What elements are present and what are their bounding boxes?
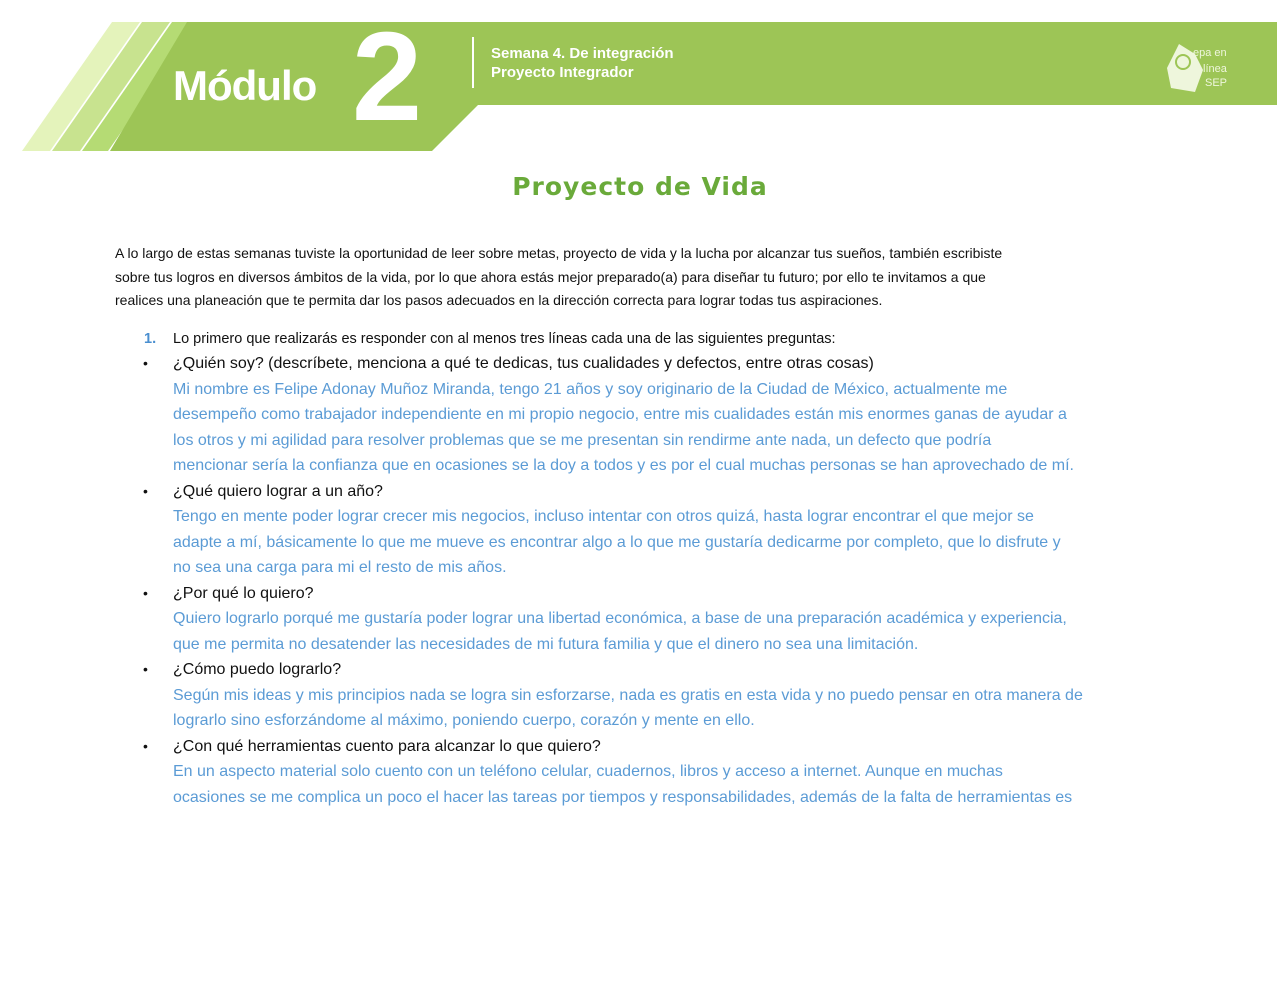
question-list xyxy=(143,327,1083,810)
answer-text xyxy=(173,377,1083,479)
answer-text xyxy=(173,683,1083,734)
intro-line: sobre tus logros en diversos ámbitos de la vida, por lo que ahora estás mejor preparado(a) para diseñar tu futuro; por ello te invitamos a que xyxy=(115,268,986,285)
answer-text xyxy=(173,606,1083,657)
question-item xyxy=(143,351,1083,377)
answer-line: En un aspecto material solo cuento con un teléfono celular, cuadernos, libros y acceso a internet. Aunque en muchas xyxy=(173,763,1003,780)
answer-line: Mi nombre es Felipe Adonay Muñoz Miranda, tengo 21 años y soy originario de la Ciudad de México, actualmente me xyxy=(173,380,1008,398)
answer-line: adapte a mí, básicamente lo que me mueve es encontrar algo a lo que me gustaría dedicarme por completo, que lo disfrute y xyxy=(173,533,1061,551)
prepa-en-linea-logo xyxy=(1165,40,1230,95)
question-text: ¿Cómo puedo lograrlo? xyxy=(173,661,342,678)
question-item xyxy=(143,581,1083,607)
instruction-text: Lo primero que realizarás es responder con al menos tres líneas cada una de las siguientes preguntas: xyxy=(173,331,836,347)
bullet-icon: • xyxy=(143,737,148,754)
svg-text:epa en: epa en xyxy=(1193,47,1227,59)
answer-line: lograrlo sino esforzándome al máximo, poniendo cuerpo, corazón y mente en ello. xyxy=(173,712,755,729)
intro-line: A lo largo de estas semanas tuviste la oportunidad de leer sobre metas, proyecto de vida y la lucha por alcanzar tus sueños, también escribiste xyxy=(115,245,1003,261)
svg-text:SEP: SEP xyxy=(1205,77,1228,89)
list-number: 1. xyxy=(144,331,157,347)
question-text: ¿Quién soy? (descríbete, menciona a qué te dedicas, tus cualidades y defectos, entre otras cosas) xyxy=(173,355,874,372)
answer-line: los otros y mi agilidad para resolver problemas que se me presentan sin rendirme ante nada, un defecto que podría xyxy=(173,431,992,449)
intro-line: realices una planeación que te permita dar los pasos adecuados en la dirección correcta para lograr todas tus aspiraciones. xyxy=(115,292,883,308)
answer-line: Quiero lograrlo porqué me gustaría poder lograr una libertad económica, a base de una preparación académica y experiencia, xyxy=(173,610,1067,627)
answer-line: que me permita no desatender las necesidades de mi futura familia y que el dinero no sea una limitación. xyxy=(173,635,919,653)
answer-line: mencionar sería la confianza que en ocasiones se la doy a todos y es por el cual muchas personas se han aprovechado de mí. xyxy=(173,457,1074,474)
bullet-icon: • xyxy=(143,661,148,677)
answer-line: Según mis ideas y mis principios nada se logra sin esforzarse, nada es gratis en esta vida y no puedo pensar en otra manera de xyxy=(173,686,1083,704)
header-subtitle xyxy=(491,44,674,82)
bullet-icon: • xyxy=(143,355,148,371)
answer-line: Tengo en mente poder lograr crecer mis negocios, incluso intentar con otros quizá, hasta lograr encontrar el que mejor se xyxy=(173,508,1034,525)
instruction-item xyxy=(144,327,1083,351)
project-label: Proyecto Integrador xyxy=(491,64,634,81)
answer-text xyxy=(173,759,1083,810)
module-label: Módulo xyxy=(173,62,317,109)
answer-line: ocasiones se me complica un poco el hacer las tareas por tiempos y responsabilidades, además de la falta de herramientas es xyxy=(173,788,1073,806)
answer-text xyxy=(173,504,1083,581)
week-label: Semana 4. De integración xyxy=(491,45,674,62)
module-number: 2 xyxy=(352,6,423,147)
question-item xyxy=(143,734,1083,760)
question-text: ¿Con qué herramientas cuento para alcanzar lo que quiero? xyxy=(173,737,601,755)
document-title: Proyecto de Vida xyxy=(512,172,768,201)
question-text: ¿Por qué lo quiero? xyxy=(173,584,314,602)
bullet-icon: • xyxy=(143,482,148,499)
question-item xyxy=(143,657,1083,683)
svg-text:línea: línea xyxy=(1203,63,1227,75)
answer-line: no sea una carga para mi el resto de mis años. xyxy=(173,559,507,576)
intro-paragraph xyxy=(115,242,1002,313)
question-item xyxy=(143,479,1083,505)
answer-line: desempeño como trabajador independiente en mi propio negocio, entre mis cualidades están mis enormes ganas de ayudar a xyxy=(173,406,1067,423)
question-text: ¿Qué quiero lograr a un año? xyxy=(173,482,383,500)
bullet-icon: • xyxy=(143,584,148,601)
